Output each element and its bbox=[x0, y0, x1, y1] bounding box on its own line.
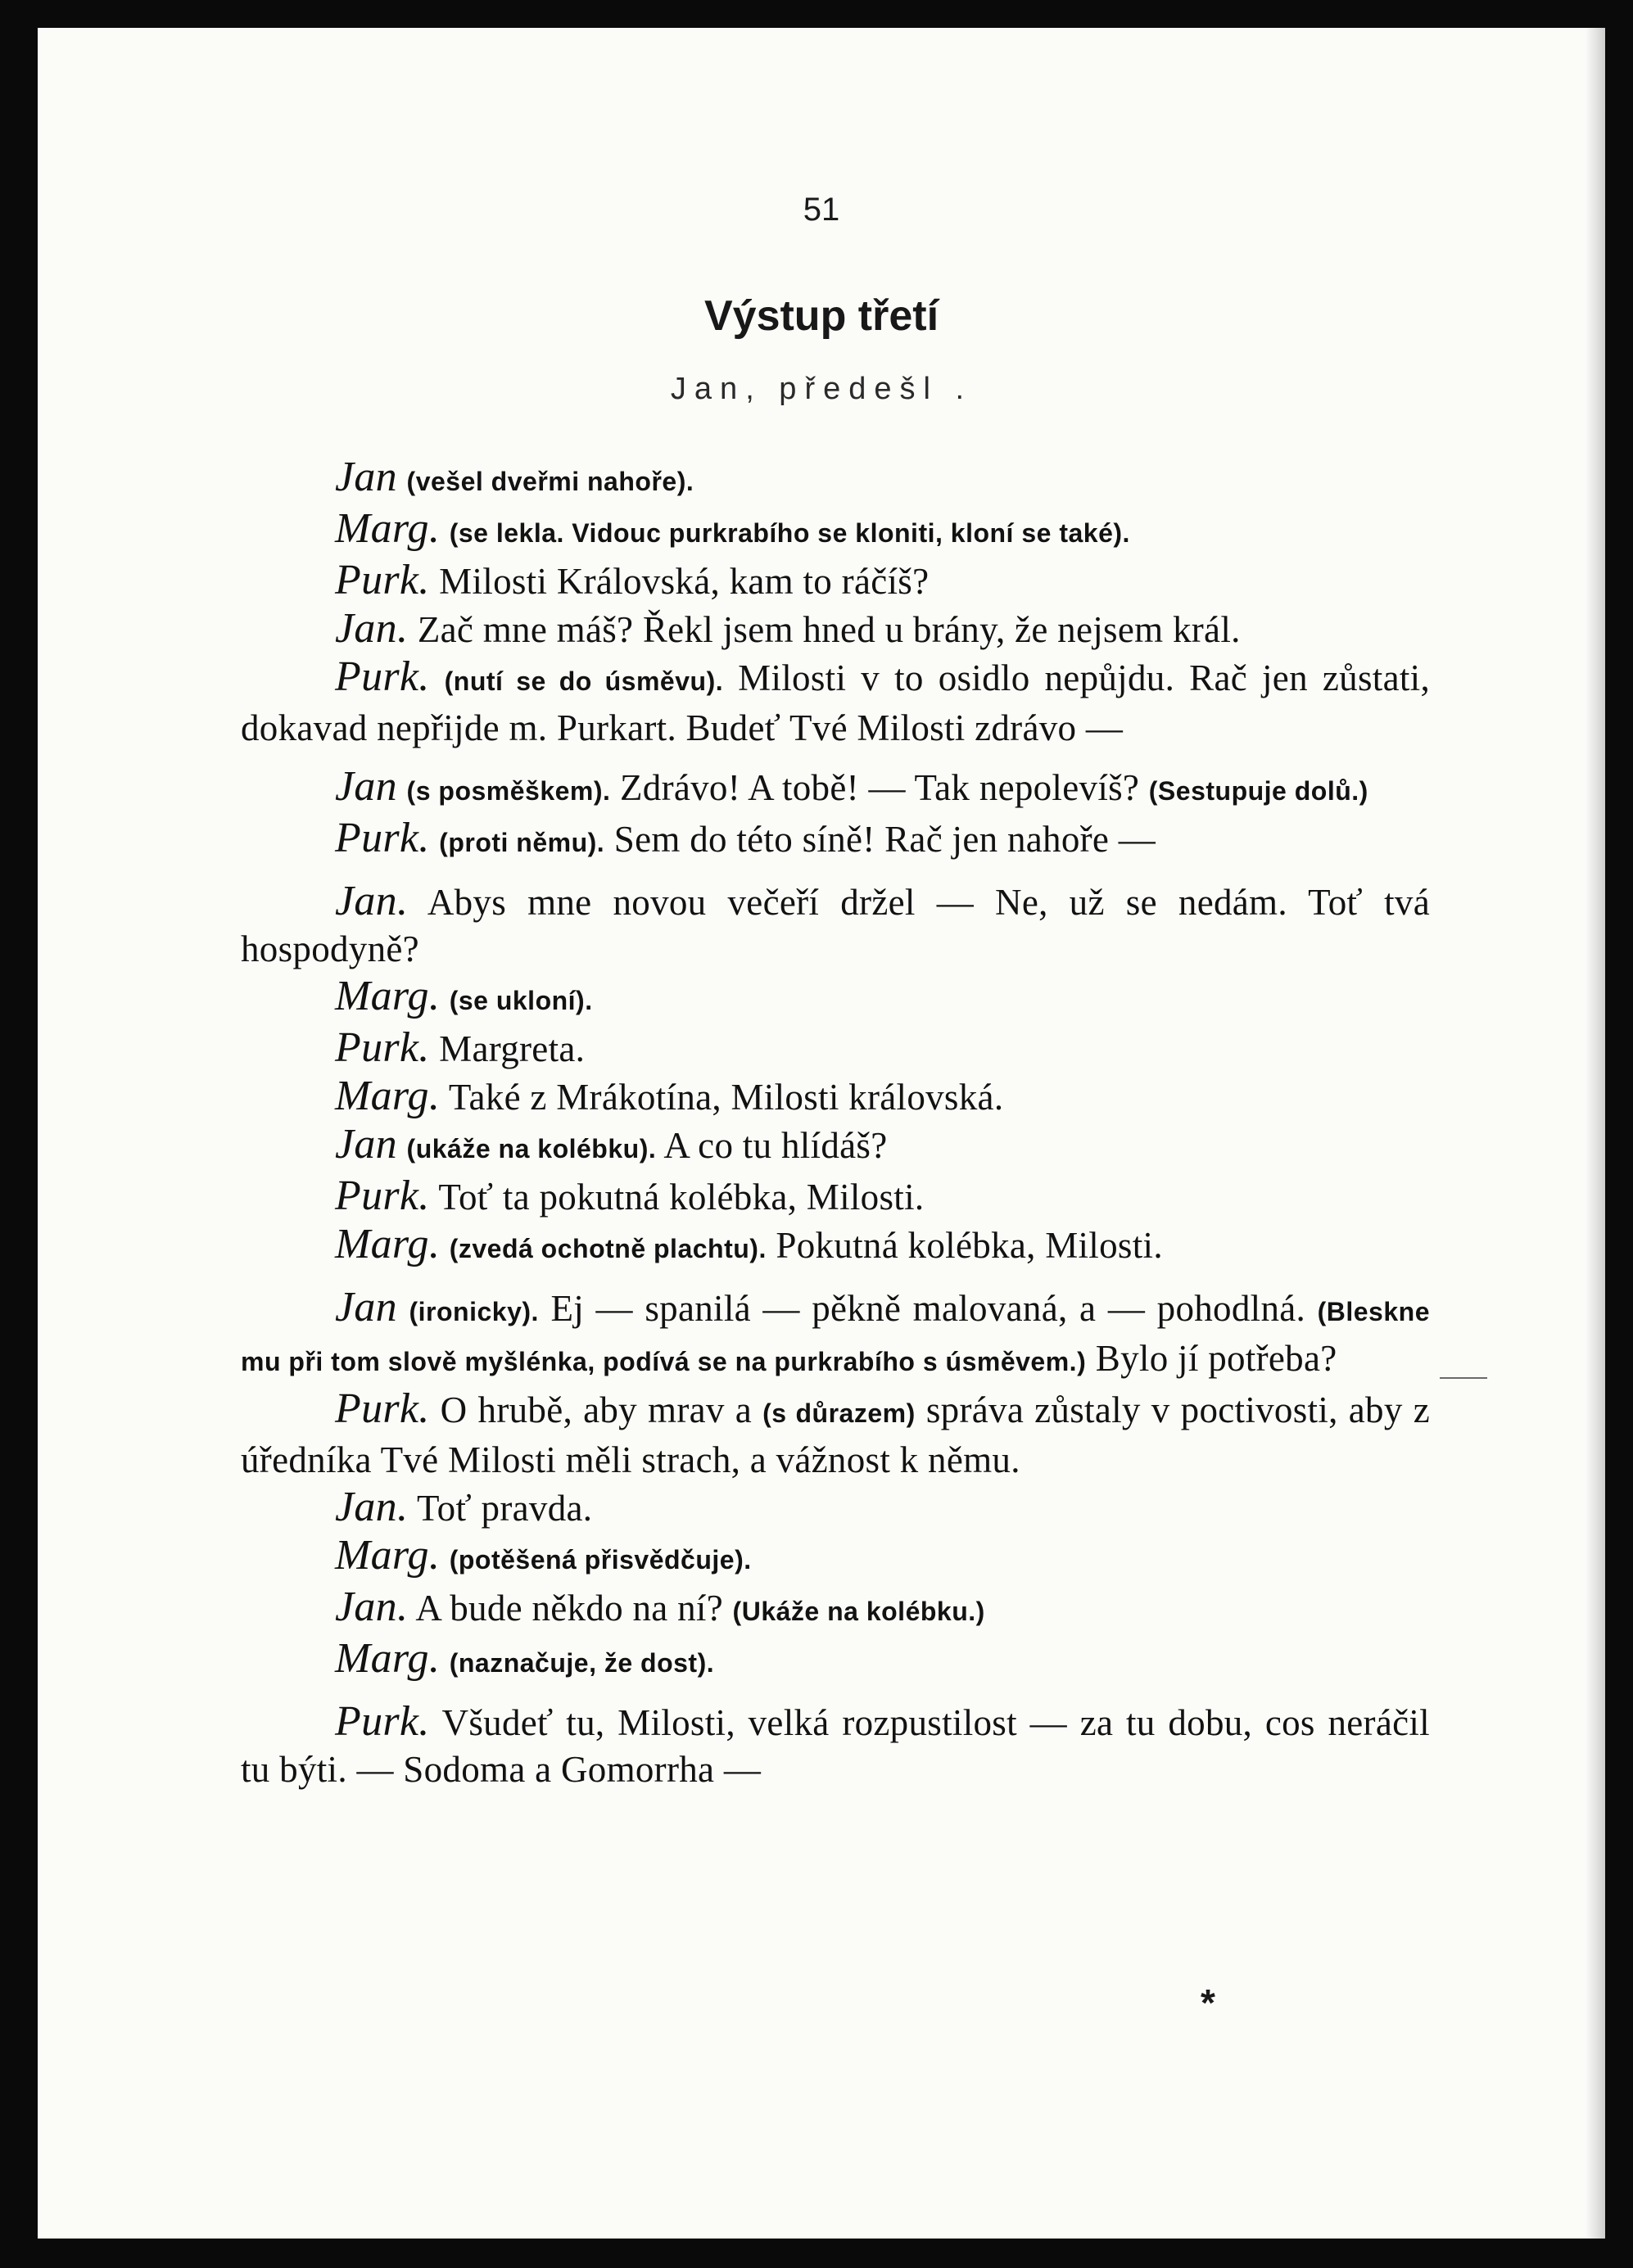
speaker-name: Purk. bbox=[335, 1698, 430, 1745]
spoken-text: Bylo jí potřeba? bbox=[1095, 1338, 1337, 1379]
dialogue-line bbox=[241, 973, 1430, 1024]
stage-direction: (vešel dveřmi nahoře). bbox=[406, 467, 694, 496]
dialogue-line bbox=[241, 1284, 1430, 1385]
dialogue-line bbox=[241, 763, 1430, 815]
speaker-name: Jan bbox=[335, 1121, 397, 1168]
footer-asterisk: * bbox=[1201, 1981, 1215, 2024]
stage-direction: (Bleskne mu při tom slově myšlénka, podívá se na purkrabího s úsměvem.) bbox=[241, 1297, 1430, 1376]
spoken-text: Zdrávo! A tobě! — Tak nepolevíš? bbox=[619, 767, 1140, 808]
spoken-text: Ej — spanilá — pěkně malovaná, a — pohodlná. bbox=[550, 1288, 1306, 1329]
stage-direction: (Ukáže na kolébku.) bbox=[732, 1597, 985, 1626]
dialogue-line bbox=[241, 454, 1430, 505]
spoken-text: Toť pravda. bbox=[417, 1488, 593, 1529]
dialogue-line bbox=[241, 1698, 1430, 1793]
spoken-text: A bude někdo na ní? bbox=[415, 1588, 723, 1629]
speaker-name: Purk. bbox=[335, 815, 430, 861]
speaker-name: Jan. bbox=[335, 878, 409, 924]
stage-direction: (naznačuje, že dost). bbox=[449, 1648, 715, 1678]
spoken-text: A co tu hlídáš? bbox=[663, 1125, 888, 1166]
speaker-name: Marg. bbox=[335, 1635, 441, 1682]
stage-direction: (zvedá ochotně plachtu). bbox=[449, 1234, 767, 1263]
stage-direction: (potěšená přisvědčuje). bbox=[449, 1545, 752, 1574]
dialogue-line bbox=[241, 505, 1430, 557]
speaker-name: Marg. bbox=[335, 973, 441, 1019]
spoken-text: Milosti v to osidlo nepůjdu. Rač jen zůstati, dokavad nepřijde m. Purkart. Budeť Tvé Milosti zdrávo — bbox=[241, 657, 1431, 748]
page-number: 51 bbox=[803, 192, 840, 228]
dialogue-line bbox=[241, 878, 1430, 973]
speaker-name: Marg. bbox=[335, 1073, 441, 1119]
stage-direction: (ironicky). bbox=[409, 1297, 539, 1326]
stage-direction: (s posměškem). bbox=[406, 776, 611, 806]
dialogue-line bbox=[241, 653, 1430, 752]
stage-direction: (proti němu). bbox=[439, 828, 605, 857]
dialogue-line bbox=[241, 1121, 1430, 1172]
dialogue-line bbox=[241, 1635, 1430, 1687]
stage-direction: (Sestupuje dolů.) bbox=[1148, 776, 1368, 806]
stage-direction: (se lekla. Vidouc purkrabího se kloniti, kloní se také). bbox=[449, 518, 1130, 548]
spoken-text: O hrubě, aby mrav a bbox=[440, 1389, 753, 1430]
dialogue-line bbox=[241, 1172, 1430, 1221]
speaker-name: Purk. bbox=[335, 557, 430, 603]
dialogue-line bbox=[241, 1484, 1430, 1532]
dialogue-line bbox=[241, 1024, 1430, 1073]
stage-direction: (s důrazem) bbox=[762, 1398, 916, 1428]
speaker-name: Jan. bbox=[335, 1484, 409, 1530]
speaker-name: Jan bbox=[335, 1284, 397, 1331]
dialogue-line bbox=[241, 815, 1430, 866]
spoken-text: Sem do této síně! Rač jen nahoře — bbox=[613, 819, 1156, 860]
dialogue-line bbox=[241, 1073, 1430, 1121]
speaker-name: Jan. bbox=[335, 1584, 409, 1630]
dialogue-line bbox=[241, 557, 1430, 605]
play-text bbox=[241, 454, 1430, 1793]
spoken-text: Abys mne novou večeří držel — Ne, už se nedám. Toť tvá hospodyně? bbox=[241, 882, 1430, 969]
speaker-name: Marg. bbox=[335, 1221, 441, 1267]
margin-dash bbox=[1440, 1377, 1487, 1379]
stage-direction: (nutí se do úsměvu). bbox=[444, 666, 724, 696]
spoken-text: Zač mne máš? Řekl jsem hned u brány, že nejsem král. bbox=[417, 609, 1241, 650]
spoken-text: Margreta. bbox=[439, 1028, 586, 1069]
dialogue-line bbox=[241, 605, 1430, 653]
speaker-name: Marg. bbox=[335, 505, 441, 552]
dialogue-line bbox=[241, 1532, 1430, 1584]
speaker-name: Marg. bbox=[335, 1532, 441, 1579]
speaker-name: Purk. bbox=[335, 1172, 430, 1219]
dialogue-line bbox=[241, 1584, 1430, 1635]
dialogue-line bbox=[241, 1221, 1430, 1272]
spoken-text: Pokutná kolébka, Milosti. bbox=[776, 1225, 1163, 1266]
spoken-text: Toť ta pokutná kolébka, Milosti. bbox=[438, 1177, 925, 1218]
scanned-page bbox=[38, 28, 1605, 2239]
cast-line: Jan, předešl . bbox=[670, 372, 973, 406]
speaker-name: Purk. bbox=[335, 653, 430, 700]
speaker-name: Purk. bbox=[335, 1385, 430, 1432]
speaker-name: Jan bbox=[335, 763, 397, 810]
spoken-text: Všudeť tu, Milosti, velká rozpustilost — za tu dobu, cos neráčil tu býti. — Sodoma a Gomorrha — bbox=[241, 1702, 1430, 1790]
stage-direction: (ukáže na kolébku). bbox=[406, 1134, 657, 1163]
speaker-name: Jan. bbox=[335, 605, 409, 652]
page-edge-shadow bbox=[1586, 28, 1605, 2239]
spoken-text: správa zůstaly v poctivosti, aby z úředníka Tvé Milosti měli strach, a vážnost k němu. bbox=[241, 1389, 1430, 1480]
speaker-name: Jan bbox=[335, 454, 397, 500]
spoken-text: Také z Mrákotína, Milosti královská. bbox=[448, 1077, 1004, 1118]
scene-title: Výstup třetí bbox=[703, 292, 939, 340]
speaker-name: Purk. bbox=[335, 1024, 430, 1071]
spoken-text: Milosti Královská, kam to ráčíš? bbox=[439, 561, 930, 602]
dialogue-line bbox=[241, 1385, 1430, 1484]
stage-direction: (se ukloní). bbox=[449, 986, 593, 1015]
